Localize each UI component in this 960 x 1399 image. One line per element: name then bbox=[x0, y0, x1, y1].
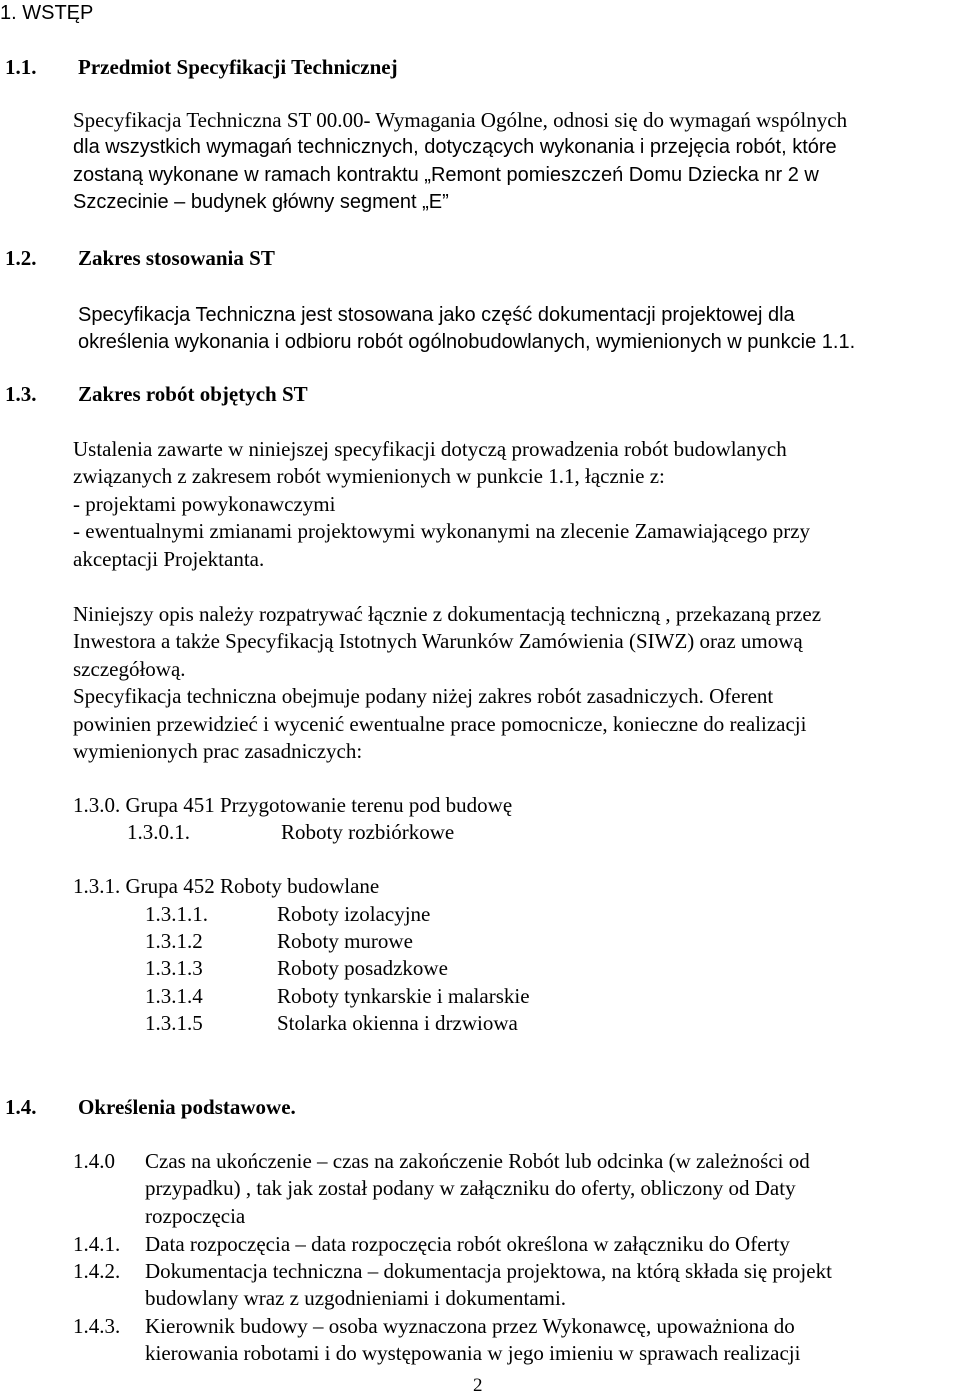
list-item-text: Roboty murowe bbox=[277, 929, 413, 953]
definition-text bbox=[145, 1231, 790, 1258]
text-line: akceptacji Projektanta. bbox=[73, 546, 265, 571]
text-line: określenia wykonania i odbioru robót ogólnobudowlanych, wymienionych w punkcie 1.1. bbox=[78, 331, 856, 354]
section-1-1-title: Przedmiot Specyfikacji Technicznej bbox=[78, 55, 398, 79]
definition-number: 1.4.2. bbox=[73, 1259, 121, 1283]
section-1-1-body bbox=[73, 107, 847, 217]
chapter-title: WSTĘP bbox=[22, 2, 94, 24]
text-line: związanych z zakresem robót wymienionych w punkcie 1.1, łącznie z: bbox=[73, 464, 665, 489]
text-line: Kierownik budowy – osoba wyznaczona przez Wykonawcę, upoważniona do bbox=[145, 1314, 795, 1338]
group-452-label: 1.3.1. Grupa 452 Roboty budowlane bbox=[73, 874, 380, 898]
section-1-2-body bbox=[78, 302, 855, 357]
text-line: Inwestora a także Specyfikacją Istotnych Warunków Zamówienia (SIWZ) oraz umową bbox=[73, 629, 803, 654]
text-line: Czas na ukończenie – czas na zakończenie Robót lub odcinka (w zależności od bbox=[145, 1149, 810, 1173]
text-line: Szczecinie – budynek główny segment „E” bbox=[73, 191, 449, 214]
definition-text bbox=[145, 1148, 810, 1230]
text-line: wymienionych prac zasadniczych: bbox=[73, 739, 363, 764]
definition-text bbox=[145, 1313, 800, 1368]
list-item-text: Roboty posadzkowe bbox=[277, 956, 448, 980]
text-line: Dokumentacja techniczna – dokumentacja projektowa, na którą składa się projekt bbox=[145, 1259, 832, 1283]
text-line: Specyfikacja Techniczna ST 00.00- Wymagania Ogólne, odnosi się do wymagań wspólnych bbox=[73, 108, 848, 132]
text-line: - projektami powykonawczymi bbox=[73, 491, 336, 516]
page-number: 2 bbox=[473, 1375, 483, 1396]
section-1-2-title: Zakres stosowania ST bbox=[78, 246, 275, 270]
text-line: Specyfikacja Techniczna jest stosowana jako część dokumentacji projektowej dla bbox=[78, 304, 795, 326]
text-line: Data rozpoczęcia – data rozpoczęcia robót określona w załączniku do Oferty bbox=[145, 1232, 790, 1256]
section-1-1-number: 1.1. bbox=[5, 55, 37, 79]
list-item-number: 1.3.1.1. bbox=[145, 902, 208, 926]
list-item-text: Roboty rozbiórkowe bbox=[281, 820, 455, 844]
text-line: - ewentualnymi zmianami projektowymi wykonanymi na zlecenie Zamawiającego przy bbox=[73, 519, 811, 544]
section-1-4-number: 1.4. bbox=[5, 1095, 37, 1119]
text-line: szczegółową. bbox=[73, 656, 186, 681]
section-1-2-number: 1.2. bbox=[5, 246, 37, 270]
section-1-3-para2 bbox=[73, 601, 821, 765]
text-line: Ustalenia zawarte w niniejszej specyfikacji dotyczą prowadzenia robót budowlanych bbox=[73, 437, 787, 461]
list-item-text: Roboty izolacyjne bbox=[277, 902, 431, 926]
text-line: dla wszystkich wymagań technicznych, dotyczących wykonania i przejęcia robót, które bbox=[73, 136, 837, 159]
definition-number: 1.4.1. bbox=[73, 1232, 121, 1256]
list-item-number: 1.3.0.1. bbox=[127, 820, 190, 844]
group-451-label: 1.3.0. Grupa 451 Przygotowanie terenu pod budowę bbox=[73, 793, 513, 817]
section-1-4-title: Określenia podstawowe. bbox=[78, 1095, 296, 1119]
list-item-text: Stolarka okienna i drzwiowa bbox=[277, 1011, 518, 1035]
list-item-number: 1.3.1.4 bbox=[145, 984, 203, 1008]
definition-number: 1.4.0 bbox=[73, 1149, 115, 1173]
section-1-3-para1 bbox=[73, 436, 810, 573]
definition-number: 1.4.3. bbox=[73, 1314, 121, 1338]
text-line: budowlany wraz z uzgodnieniami i dokumentami. bbox=[145, 1286, 567, 1311]
text-line: Specyfikacja techniczna obejmuje podany niżej zakres robót zasadniczych. Oferent bbox=[73, 684, 774, 709]
chapter-heading bbox=[0, 0, 93, 27]
text-line: kierowania robotami i do występowania w jego imieniu w sprawach realizacji bbox=[145, 1341, 801, 1366]
text-line: rozpoczęcia bbox=[145, 1203, 246, 1228]
text-line: Niniejszy opis należy rozpatrywać łącznie z dokumentacją techniczną , przekazaną przez bbox=[73, 602, 822, 626]
list-item-text: Roboty tynkarskie i malarskie bbox=[277, 984, 530, 1008]
section-1-3-number: 1.3. bbox=[5, 382, 37, 406]
text-line: zostaną wykonane w ramach kontraktu „Remont pomieszczeń Domu Dziecka nr 2 w bbox=[73, 163, 819, 186]
list-item-number: 1.3.1.5 bbox=[145, 1011, 203, 1035]
text-line: powinien przewidzieć i wycenić ewentualne prace pomocnicze, konieczne do realizacji bbox=[73, 711, 807, 736]
text-line: przypadku) , tak jak został podany w załączniku do oferty, obliczony od Daty bbox=[145, 1176, 796, 1201]
section-1-3-title: Zakres robót objętych ST bbox=[78, 382, 308, 406]
chapter-number: 1. bbox=[0, 2, 17, 24]
definition-text bbox=[145, 1258, 832, 1313]
list-item-number: 1.3.1.2 bbox=[145, 929, 203, 953]
list-item-number: 1.3.1.3 bbox=[145, 956, 203, 980]
